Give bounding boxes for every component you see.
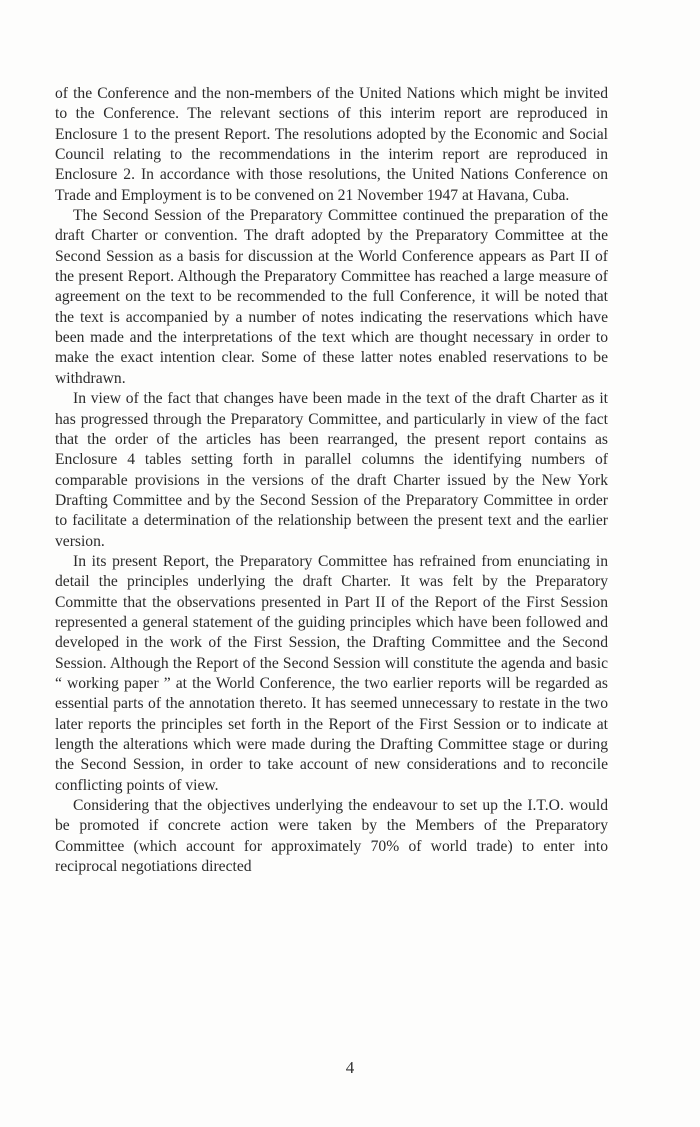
paragraph-1: of the Conference and the non-members of the United Nations which might be invited to the Conference. The relevant sections of this interim report are reproduced in Enclosure 1 to the present Report. The resolutions adopted by the Economic and Social Council relating to the recommendations in the interim report are reproduced in Enclosure 2. In accordance with those resolutions, the United Nations Conference on Trade and Employment is to be convened on 21 November 1947 at Havana, Cuba.: [55, 85, 608, 204]
page-number: 4: [345, 1058, 355, 1077]
paragraph-3: In view of the fact that changes have been made in the text of the draft Charter as it has progressed through the Preparatory Committee, and particularly in view of the fact that the order of the articles has been rearranged, the present report contains as Enclosure 4 tables setting forth in parallel columns the identifying numbers of comparable provisions in the versions of the draft Charter issued by the New York Drafting Committee and by the Second Session of the Preparatory Committee in order to facilitate a determination of the relationship between the present text and the earlier version.: [55, 390, 608, 550]
paragraph-5: Considering that the objectives underlying the endeavour to set up the I.T.O. would be promoted if concrete action were taken by the Members of the Preparatory Committee (which account for approximately 70% of world trade) to enter into reciprocal negotiations directed: [55, 797, 608, 876]
body-text: [55, 84, 608, 877]
paragraph-4: In its present Report, the Preparatory Committee has refrained from enunciating in detail the principles underlying the draft Charter. It was felt by the Preparatory Committe that the observations presented in Part II of the Report of the First Session represented a general statement of the guiding principles which have been followed and developed in the work of the First Session, the Drafting Committee and the Second Session. Although the Report of the Second Session will constitute the agenda and basic “ working paper ” at the World Conference, the two earlier reports will be regarded as essential parts of the annotation thereto. It has seemed unnecessary to restate in the two later reports the principles set forth in the Report of the First Session or to indicate at length the alterations which were made during the Drafting Committee stage or during the Second Session, in order to take account of new considerations and to reconcile conflicting points of view.: [55, 552, 608, 794]
paragraph-2: The Second Session of the Preparatory Committee continued the preparation of the draft Charter or convention. The draft adopted by the Preparatory Committee at the Second Session as a basis for discussion at the World Conference appears as Part II of the present Report. Although the Preparatory Committee has reached a large measure of agreement on the text to be recommended to the full Conference, it will be noted that the text is accompanied by a number of notes indicating the reservations which have been made and the interpretations of the text which are thought necessary in order to make the exact intention clear. Some of these latter notes enabled reservations to be withdrawn.: [55, 207, 608, 387]
